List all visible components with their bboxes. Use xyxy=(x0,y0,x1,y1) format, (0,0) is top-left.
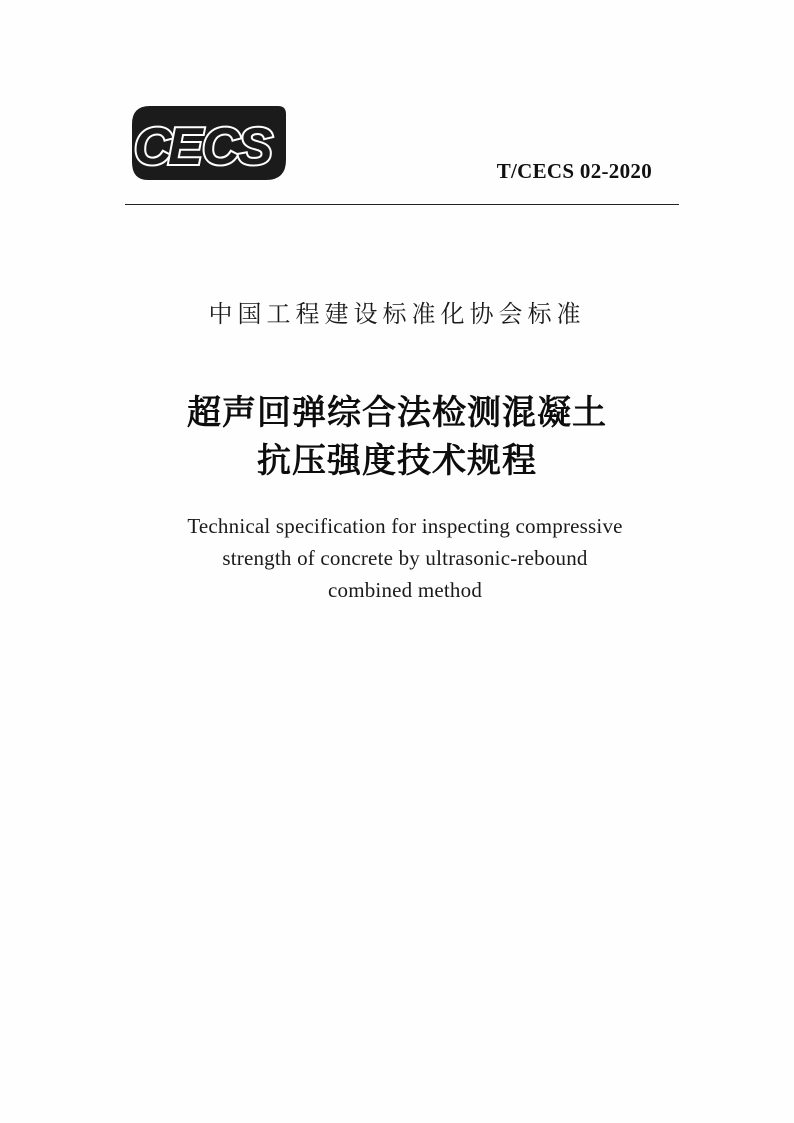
svg-text:C: C xyxy=(134,118,172,176)
standard-number: T/CECS 02-2020 xyxy=(496,159,652,183)
title-en-line-3: combined method xyxy=(327,578,483,602)
title-en-line-2: strength of concrete by ultrasonic-rebound xyxy=(222,546,588,570)
svg-text:S: S xyxy=(238,118,273,176)
cecs-logo xyxy=(128,100,288,186)
svg-text:C: C xyxy=(202,118,240,176)
title-en-line-1: Technical specification for inspecting compressive xyxy=(187,514,623,538)
svg-text:E: E xyxy=(168,118,203,176)
header-divider xyxy=(125,204,679,205)
issuing-body: 中国工程建设标准化协会标准 xyxy=(208,300,586,328)
title-cn-line-2: 抗压强度技术规程 xyxy=(257,441,537,481)
title-cn-line-1: 超声回弹综合法检测混凝土 xyxy=(187,393,607,433)
